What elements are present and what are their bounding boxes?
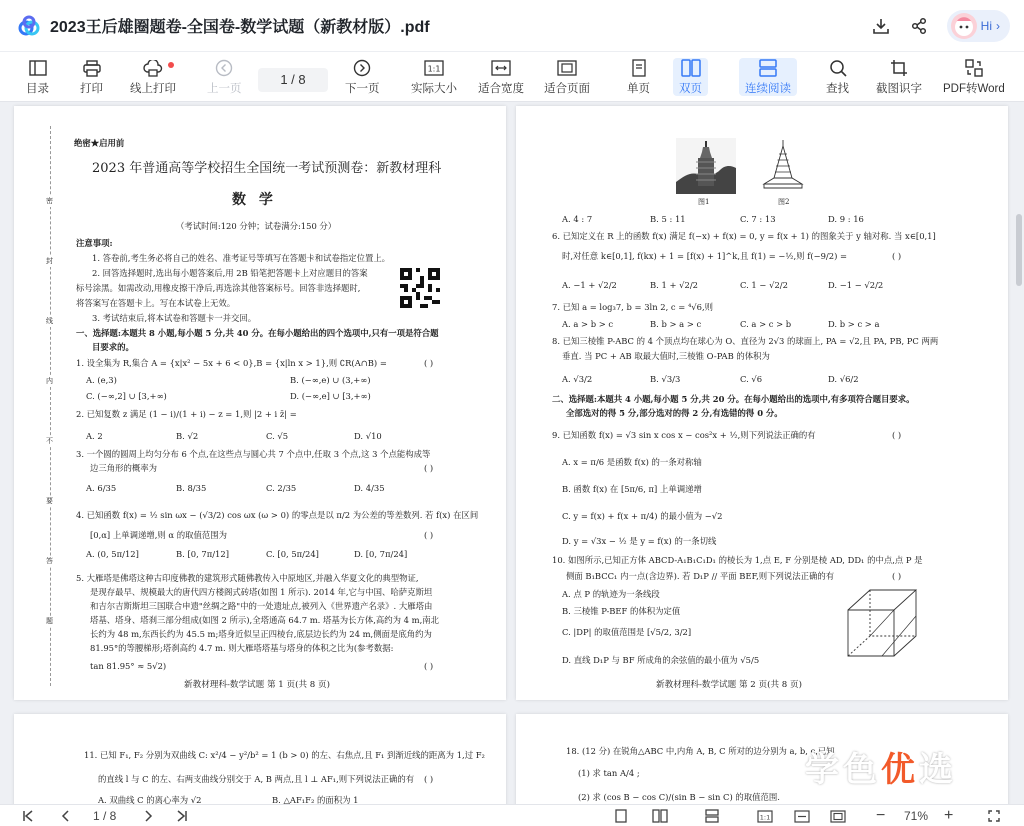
q7-option-d: D. b > c > a <box>828 319 880 329</box>
q3-option-d: D. 4/35 <box>354 483 385 493</box>
section1-heading-a: 一、选择题:本题共 8 小题,每小题 5 分,共 40 分。在每小题给出的四个选项中,只有一项是符合题 <box>76 328 439 338</box>
q1-option-b: B. (−∞,e) ∪ (3,+∞) <box>290 375 371 385</box>
double-page-view-icon[interactable] <box>652 808 668 824</box>
continuous-read-icon <box>759 58 777 78</box>
q1-option-c: C. (−∞,2] ∪ [3,+∞) <box>86 391 167 401</box>
app-logo-icon <box>18 15 40 37</box>
q11-stem-a: 11. 已知 F₁, F₂ 分别为双曲线 C: x²/4 − y²/b² = 1 (b > 0) 的左、右焦点,且 F₁ 到渐近线的距离为 1,过 F₂ <box>84 750 485 760</box>
continuous-read-label: 连续阅读 <box>745 83 791 95</box>
single-page-button[interactable] <box>627 58 650 96</box>
screenshot-ocr-label: 截图识字 <box>876 83 922 95</box>
q8-option-b: B. √3/3 <box>650 374 681 384</box>
q10-option-a: A. 点 P 的轨迹为一条线段 <box>562 589 660 599</box>
svg-text:1:1: 1:1 <box>427 64 441 74</box>
q9-option-d: D. y = √3x − ½ 是 y = f(x) 的一条切线 <box>562 536 717 546</box>
q2-stem: 2. 已知复数 z 满足 (1 − i)/(1 + i) − z = 1,则 |2 + i z̄| = <box>76 409 297 419</box>
q5-stem-d: 塔基、塔身、塔刹三部分组成(如图 2 所示),全塔通高 64.7 m. 塔基为长方体,高约为 4 m,南北 <box>90 615 440 625</box>
catalog-button[interactable] <box>26 58 49 96</box>
double-page-icon <box>681 58 701 78</box>
q5-stem-e: 长约为 48 m,东西长约为 45.5 m;塔身近似呈正四棱台,底层边长约为 24 m,侧面是底角约为 <box>90 629 432 639</box>
exam-meta: （考试时间:120 分钟；试卷满分:150 分） <box>176 221 337 231</box>
actual-size-icon <box>424 58 444 78</box>
binding-mark: 不 <box>46 437 53 445</box>
double-page-button[interactable] <box>673 58 708 96</box>
title-bar <box>0 0 1024 52</box>
figure-2-caption: 图2 <box>778 198 790 206</box>
notice-1: 1. 答卷前,考生务必将自己的姓名、准考证号等填写在答题卡和试卷指定位置上。 <box>92 253 391 263</box>
q4-stem-b: [0,α] 上单调递增,则 α 的取值范围为 <box>90 530 227 540</box>
answer-paren: ( ) <box>424 530 434 540</box>
exam-title: 2023 年普通高等学校招生全国统一考试预测卷：新教材理科 <box>92 161 442 176</box>
catalog-label: 目录 <box>26 83 49 95</box>
q5-option-b: B. 5 : 11 <box>650 214 686 224</box>
q9-stem: 9. 已知函数 f(x) = √3 sin x cos x − cos²x + ½,则下列说法正确的有 <box>552 430 816 440</box>
answer-paren: ( ) <box>892 430 902 440</box>
pagoda-photo <box>676 138 736 194</box>
pdf-to-word-label: PDF转Word <box>943 83 1005 95</box>
search-icon <box>829 58 847 78</box>
q6-option-d: D. −1 − √2/2 <box>828 280 884 290</box>
binding-mark: 题 <box>46 617 53 625</box>
fit-page-button[interactable] <box>544 58 590 96</box>
fit-page-label: 适合页面 <box>544 83 590 95</box>
first-page-icon[interactable] <box>22 808 34 824</box>
continuous-read-button[interactable] <box>739 58 797 96</box>
pdf-page-1 <box>14 106 506 700</box>
assistant-avatar <box>951 13 977 39</box>
pdf-to-word-button[interactable] <box>943 58 1005 96</box>
q2-option-d: D. √10 <box>354 431 382 441</box>
q3-stem-b: 边三角形的概率为 <box>90 463 157 473</box>
q5-option-a: A. 4 : 7 <box>562 214 593 224</box>
print-button[interactable] <box>80 58 103 96</box>
document-title: 2023王后雄圈题卷-全国卷-数学试题（新教材版）.pdf <box>50 19 430 36</box>
q4-option-b: B. [0, 7π/12] <box>176 549 229 559</box>
q4-option-a: A. (0, 5π/12] <box>86 549 139 559</box>
notice-2a: 2. 回答选择题时,选出每小题答案后,用 2B 铅笔把答题卡上对应题目的答案 <box>92 268 368 278</box>
hi-label: Hi <box>980 19 992 33</box>
next-page-icon[interactable] <box>142 808 154 824</box>
notice-heading: 注意事项: <box>76 238 113 248</box>
q1-option-d: D. (−∞,e] ∪ [3,+∞) <box>290 391 371 401</box>
answer-paren: ( ) <box>424 358 434 368</box>
download-icon[interactable] <box>871 16 891 36</box>
zoom-in-icon[interactable]: + <box>944 807 954 824</box>
notice-2b: 标号涂黑。如需改动,用橡皮擦干净后,再选涂其他答案标号。回答非选择题时, <box>76 283 361 293</box>
find-button[interactable] <box>826 58 849 96</box>
q18-part2: (2) 求 (cos B − cos C)/(sin B − sin C) 的取值范围. <box>578 792 780 802</box>
fit-width-icon[interactable] <box>794 808 810 824</box>
q10-option-d: D. 直线 D₁P 与 BF 所成角的余弦值的最小值为 √5/5 <box>562 655 760 665</box>
q2-option-b: B. √2 <box>176 431 199 441</box>
q5-option-c: C. 7 : 13 <box>740 214 776 224</box>
pagoda-diagram <box>758 138 808 194</box>
q10-stem-a: 10. 如图所示,已知正方体 ABCD-A₁B₁C₁D₁ 的棱长为 1,点 E, F 分别是棱 AD, DD₁ 的中点,点 P 是 <box>552 555 923 565</box>
next-page-label: 下一页 <box>345 83 380 95</box>
screenshot-ocr-button[interactable] <box>876 58 922 96</box>
q8-option-a: A. √3/2 <box>562 374 593 384</box>
q5-option-d: D. 9 : 16 <box>828 214 864 224</box>
binding-mark: 线 <box>46 317 53 325</box>
confidential-tag: 绝密★启用前 <box>74 138 125 148</box>
section2-heading-b: 全部选对的得 5 分,部分选对的得 2 分,有选错的得 0 分。 <box>566 408 783 418</box>
assistant-hi-button[interactable] <box>947 10 1010 42</box>
q4-option-c: C. [0, 5π/24] <box>266 549 319 559</box>
zoom-level[interactable]: 71% <box>904 809 929 823</box>
zoom-out-icon[interactable]: − <box>876 807 886 824</box>
q6-option-b: B. 1 + √2/2 <box>650 280 698 290</box>
single-page-label: 单页 <box>627 83 650 95</box>
q7-stem: 7. 已知 a = log₃7, b = 3ln 2, c = ⁴√6,则 <box>552 302 714 312</box>
q6-option-a: A. −1 + √2/2 <box>562 280 617 290</box>
catalog-icon <box>29 58 47 78</box>
q1-option-a: A. (e,3) <box>86 375 117 385</box>
q8-stem-b: 垂直. 当 PC + AB 取最大值时,三棱锥 O-PAB 的体积为 <box>562 351 770 361</box>
binding-line <box>50 126 51 686</box>
binding-mark: 答 <box>46 557 53 565</box>
q1-stem: 1. 设全集为 R,集合 A = {x|x² − 5x + 6 < 0},B = {x|ln x > 1},则 ∁R(A∩B) = <box>76 358 387 368</box>
q8-stem-a: 8. 已知三棱锥 P-ABC 的 4 个顶点均在球心为 O、直径为 2√3 的球面上, PA = √2,且 PA, PB, PC 两两 <box>552 336 939 346</box>
svg-text:1:1: 1:1 <box>759 813 771 821</box>
fit-page-icon[interactable] <box>830 808 846 824</box>
q9-option-b: B. 函数 f(x) 在 [5π/6, π] 上单调递增 <box>562 484 702 494</box>
find-label: 查找 <box>826 83 849 95</box>
binding-mark: 要 <box>46 497 53 505</box>
q6-stem-b: 时,对任意 k∈[0,1], f(kx) + 1 = [f(x) + 1]^k,且 f(1) = −½,则 f(−9/2) = <box>562 251 848 261</box>
q4-stem-a: 4. 已知函数 f(x) = ½ sin ωx − (√3/2) cos ωx (ω > 0) 的零点是以 π/2 为公差的等差数列. 若 f(x) 在区间 <box>76 510 479 520</box>
binding-mark: 密 <box>46 197 53 205</box>
single-page-icon <box>631 58 647 78</box>
q8-option-c: C. √6 <box>740 374 763 384</box>
q5-stem-b: 是现存最早、规模最大的唐代四方楼阁式砖塔(如图 1 所示). 2014 年,它与中国、哈萨克斯坦 <box>90 587 433 597</box>
pdf-page-3 <box>14 714 506 804</box>
notification-dot <box>168 62 174 68</box>
chevron-right-icon: › <box>996 19 1000 33</box>
q11-option-a: A. 双曲线 C 的离心率为 √2 <box>98 795 202 804</box>
continuous-view-icon[interactable] <box>705 808 719 824</box>
q9-option-c: C. y = f(x) + f(x + π/4) 的最小值为 −√2 <box>562 511 723 521</box>
actual-size-label: 实际大小 <box>411 83 457 95</box>
bottom-page-indicator[interactable]: 1 / 8 <box>93 809 117 823</box>
printer-icon <box>83 58 101 78</box>
prev-page-button[interactable] <box>207 58 242 96</box>
q10-option-b: B. 三棱锥 P-BEF 的体积为定值 <box>562 606 681 616</box>
notice-2c: 将答案写在答题卡上。写在本试卷上无效。 <box>76 298 236 308</box>
fit-width-icon <box>491 58 511 78</box>
q18-stem-a: 18. (12 分) 在锐角△ABC 中,内角 A, B, C 所对的边分别为 a, b, c,已知 <box>566 746 835 756</box>
prev-arrow-icon <box>215 58 233 78</box>
q7-option-c: C. a > c > b <box>740 319 792 329</box>
online-print-label: 线上打印 <box>130 83 176 95</box>
q6-option-c: C. 1 − √2/2 <box>740 280 788 290</box>
prev-page-icon[interactable] <box>60 808 72 824</box>
q9-option-a: A. x = π/6 是函数 f(x) 的一条对称轴 <box>562 457 702 467</box>
pdf-page-2 <box>516 106 1008 700</box>
cube-diagram <box>842 582 922 662</box>
q3-option-b: B. 8/35 <box>176 483 207 493</box>
crop-icon <box>890 58 908 78</box>
q2-option-c: C. √5 <box>266 431 289 441</box>
prev-page-label: 上一页 <box>207 83 242 95</box>
q10-option-c: C. |DP| 的取值范围是 [√5/2, 3/2] <box>562 627 692 637</box>
section2-heading-a: 二、选择题:本题共 4 小题,每小题 5 分,共 20 分。在每小题给出的选项中,有多项符合题目要求。 <box>552 394 915 404</box>
fit-page-icon <box>557 58 577 78</box>
single-page-view-icon[interactable] <box>615 808 627 824</box>
subject-title: 数 学 <box>232 192 277 208</box>
answer-paren: ( ) <box>424 661 434 671</box>
answer-paren: ( ) <box>892 571 902 581</box>
cloud-print-icon <box>143 58 163 78</box>
print-label: 打印 <box>80 83 103 95</box>
fullscreen-icon[interactable] <box>988 808 1000 824</box>
notice-3: 3. 考试结束后,将本试卷和答题卡一并交回。 <box>92 313 257 323</box>
bottom-bar <box>0 804 1024 826</box>
vertical-scrollbar[interactable] <box>1016 214 1022 286</box>
fit-width-button[interactable] <box>478 58 524 96</box>
page-indicator-input[interactable]: 1 / 8 <box>258 68 328 92</box>
q4-option-d: D. [0, 7π/24] <box>354 549 408 559</box>
q8-option-d: D. √6/2 <box>828 374 859 384</box>
answer-paren: ( ) <box>424 463 434 473</box>
answer-paren: ( ) <box>424 774 434 784</box>
q11-option-b: B. △AF₁F₂ 的面积为 1 <box>272 795 359 804</box>
actual-size-button[interactable] <box>411 58 457 96</box>
page-footer: 新教材理科-数学试题 第 1 页(共 8 页) <box>184 680 330 690</box>
next-arrow-icon <box>353 58 371 78</box>
q3-option-c: C. 2/35 <box>266 483 297 493</box>
page-footer: 新教材理科-数学试题 第 2 页(共 8 页) <box>656 680 802 690</box>
q5-stem-a: 5. 大雁塔是佛塔这种古印度佛教的建筑形式随佛教传入中原地区,并融入华夏文化的典型物证, <box>76 573 419 583</box>
q5-stem-f: 81.95°的等腰梯形;塔刹高约 4.7 m. 则大雁塔塔基与塔身的体积之比为(参考数据: <box>90 643 394 653</box>
fit-width-label: 适合宽度 <box>478 83 524 95</box>
document-viewer[interactable] <box>0 102 1024 804</box>
toolbar <box>0 52 1024 102</box>
q2-option-a: A. 2 <box>86 431 103 441</box>
q10-stem-b: 侧面 B₁BCC₁ 内一点(含边界). 若 D₁P // 平面 BEF,则下列说法正确的有 <box>566 571 835 581</box>
q7-option-b: B. b > a > c <box>650 319 702 329</box>
q3-stem-a: 3. 一个圆的圆周上均匀分布 6 个点,在这些点与圆心共 7 个点中,任取 3 个点,这 3 个点能构成等 <box>76 449 431 459</box>
double-page-label: 双页 <box>679 83 702 95</box>
q7-option-a: A. a > b > c <box>562 319 614 329</box>
binding-mark: 封 <box>46 257 53 265</box>
answer-paren: ( ) <box>892 251 902 261</box>
q5-stem-g: tan 81.95° ≈ 5√2) <box>90 661 167 671</box>
q3-option-a: A. 6/35 <box>86 483 117 493</box>
binding-mark: 内 <box>46 377 53 385</box>
qr-code <box>400 268 440 308</box>
next-page-button[interactable] <box>345 58 380 96</box>
actual-size-icon[interactable] <box>757 808 773 824</box>
brand-watermark: 学色优选 <box>805 750 957 790</box>
q18-part1: (1) 求 tan A/4 ; <box>578 768 640 778</box>
figure-1-caption: 图1 <box>698 198 710 206</box>
section1-heading-b: 目要求的。 <box>92 342 134 352</box>
convert-icon <box>965 58 983 78</box>
share-icon[interactable] <box>909 16 929 36</box>
q11-stem-b: 的直线 l 与 C 的左、右两支曲线分别交于 A, B 两点,且 l ⊥ AF₁,则下列说法正确的有 <box>98 774 415 784</box>
last-page-icon[interactable] <box>176 808 188 824</box>
q5-stem-c: 和吉尔吉斯斯坦三国联合申遗"丝绸之路"中的一处遗址点,被列入《世界遗产名录》. 大雁塔由 <box>90 601 433 611</box>
q6-stem-a: 6. 已知定义在 R 上的函数 f(x) 满足 f(−x) + f(x) = 0, y = f(x + 1) 的图象关于 y 轴对称. 当 x∈[0,1] <box>552 231 936 241</box>
